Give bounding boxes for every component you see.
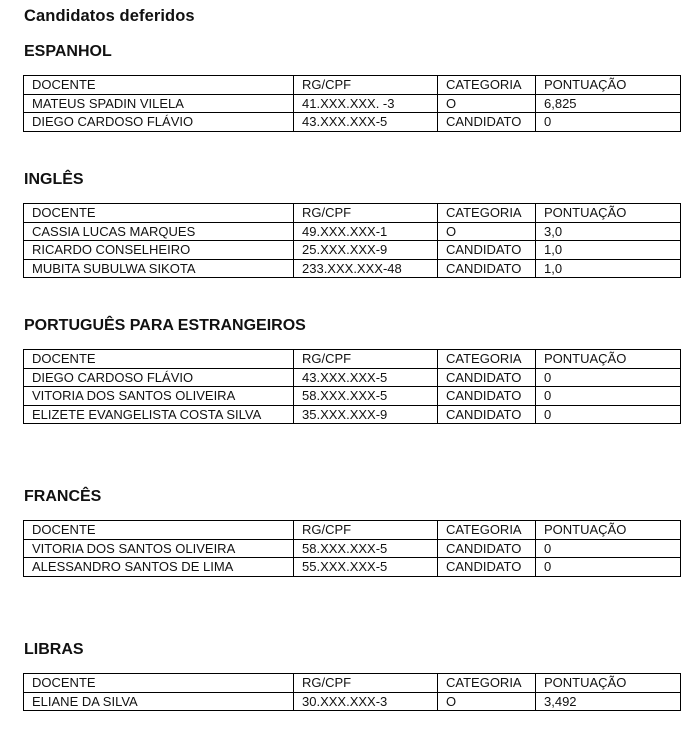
header-docente: DOCENTE xyxy=(24,204,294,223)
cell-docente: DIEGO CARDOSO FLÁVIO xyxy=(24,113,294,132)
table-libras xyxy=(23,673,681,711)
cell-docente: MUBITA SUBULWA SIKOTA xyxy=(24,259,294,278)
cell-rg-cpf: 30.XXX.XXX-3 xyxy=(294,692,438,711)
header-categoria: CATEGORIA xyxy=(438,674,536,693)
section-heading-espanhol: ESPANHOL xyxy=(24,43,112,60)
cell-categoria: CANDIDATO xyxy=(438,405,536,424)
header-categoria: CATEGORIA xyxy=(438,350,536,369)
cell-pontuacao: 0 xyxy=(536,368,681,387)
cell-rg-cpf: 58.XXX.XXX-5 xyxy=(294,387,438,406)
header-pontuacao: PONTUAÇÃO xyxy=(536,76,681,95)
cell-pontuacao: 0 xyxy=(536,113,681,132)
header-rg-cpf: RG/CPF xyxy=(294,76,438,95)
cell-rg-cpf: 233.XXX.XXX-48 xyxy=(294,259,438,278)
table-header-row xyxy=(24,674,681,693)
table-row xyxy=(24,405,681,424)
cell-categoria: O xyxy=(438,94,536,113)
header-docente: DOCENTE xyxy=(24,521,294,540)
cell-pontuacao: 1,0 xyxy=(536,241,681,260)
cell-docente: ELIZETE EVANGELISTA COSTA SILVA xyxy=(24,405,294,424)
cell-pontuacao: 3,0 xyxy=(536,222,681,241)
cell-categoria: CANDIDATO xyxy=(438,539,536,558)
cell-docente: MATEUS SPADIN VILELA xyxy=(24,94,294,113)
table-header-row xyxy=(24,521,681,540)
section-heading-portugues: PORTUGUÊS PARA ESTRANGEIROS xyxy=(24,317,306,334)
header-categoria: CATEGORIA xyxy=(438,76,536,95)
header-docente: DOCENTE xyxy=(24,350,294,369)
header-rg-cpf: RG/CPF xyxy=(294,521,438,540)
cell-rg-cpf: 49.XXX.XXX-1 xyxy=(294,222,438,241)
table-header-row xyxy=(24,350,681,369)
cell-categoria: CANDIDATO xyxy=(438,113,536,132)
cell-rg-cpf: 41.XXX.XXX. -3 xyxy=(294,94,438,113)
header-pontuacao: PONTUAÇÃO xyxy=(536,350,681,369)
table-row xyxy=(24,259,681,278)
table-row xyxy=(24,368,681,387)
table-row xyxy=(24,387,681,406)
table-ingles xyxy=(23,203,681,278)
table-row xyxy=(24,558,681,577)
cell-categoria: CANDIDATO xyxy=(438,259,536,278)
cell-docente: ALESSANDRO SANTOS DE LIMA xyxy=(24,558,294,577)
cell-categoria: CANDIDATO xyxy=(438,387,536,406)
table-frances xyxy=(23,520,681,577)
cell-rg-cpf: 58.XXX.XXX-5 xyxy=(294,539,438,558)
cell-categoria: CANDIDATO xyxy=(438,558,536,577)
table-header-row xyxy=(24,76,681,95)
header-docente: DOCENTE xyxy=(24,674,294,693)
cell-rg-cpf: 35.XXX.XXX-9 xyxy=(294,405,438,424)
header-pontuacao: PONTUAÇÃO xyxy=(536,204,681,223)
cell-pontuacao: 6,825 xyxy=(536,94,681,113)
cell-docente: CASSIA LUCAS MARQUES xyxy=(24,222,294,241)
page-title: Candidatos deferidos xyxy=(24,7,195,25)
header-categoria: CATEGORIA xyxy=(438,204,536,223)
cell-categoria: CANDIDATO xyxy=(438,368,536,387)
cell-pontuacao: 3,492 xyxy=(536,692,681,711)
table-row xyxy=(24,113,681,132)
cell-pontuacao: 0 xyxy=(536,405,681,424)
cell-docente: RICARDO CONSELHEIRO xyxy=(24,241,294,260)
cell-docente: ELIANE DA SILVA xyxy=(24,692,294,711)
header-rg-cpf: RG/CPF xyxy=(294,204,438,223)
cell-categoria: O xyxy=(438,222,536,241)
cell-categoria: CANDIDATO xyxy=(438,241,536,260)
header-rg-cpf: RG/CPF xyxy=(294,674,438,693)
header-pontuacao: PONTUAÇÃO xyxy=(536,674,681,693)
cell-rg-cpf: 25.XXX.XXX-9 xyxy=(294,241,438,260)
section-heading-libras: LIBRAS xyxy=(24,641,84,658)
cell-pontuacao: 1,0 xyxy=(536,259,681,278)
cell-pontuacao: 0 xyxy=(536,387,681,406)
header-pontuacao: PONTUAÇÃO xyxy=(536,521,681,540)
table-espanhol xyxy=(23,75,681,132)
cell-rg-cpf: 43.XXX.XXX-5 xyxy=(294,113,438,132)
section-heading-ingles: INGLÊS xyxy=(24,171,84,188)
header-rg-cpf: RG/CPF xyxy=(294,350,438,369)
table-header-row xyxy=(24,204,681,223)
cell-pontuacao: 0 xyxy=(536,539,681,558)
cell-categoria: O xyxy=(438,692,536,711)
table-row xyxy=(24,539,681,558)
cell-rg-cpf: 55.XXX.XXX-5 xyxy=(294,558,438,577)
table-row xyxy=(24,94,681,113)
table-row xyxy=(24,222,681,241)
section-heading-frances: FRANCÊS xyxy=(24,488,102,505)
cell-docente: VITORIA DOS SANTOS OLIVEIRA xyxy=(24,387,294,406)
cell-docente: DIEGO CARDOSO FLÁVIO xyxy=(24,368,294,387)
table-row xyxy=(24,241,681,260)
header-categoria: CATEGORIA xyxy=(438,521,536,540)
cell-pontuacao: 0 xyxy=(536,558,681,577)
table-row xyxy=(24,692,681,711)
cell-docente: VITORIA DOS SANTOS OLIVEIRA xyxy=(24,539,294,558)
header-docente: DOCENTE xyxy=(24,76,294,95)
table-portugues xyxy=(23,349,681,424)
cell-rg-cpf: 43.XXX.XXX-5 xyxy=(294,368,438,387)
